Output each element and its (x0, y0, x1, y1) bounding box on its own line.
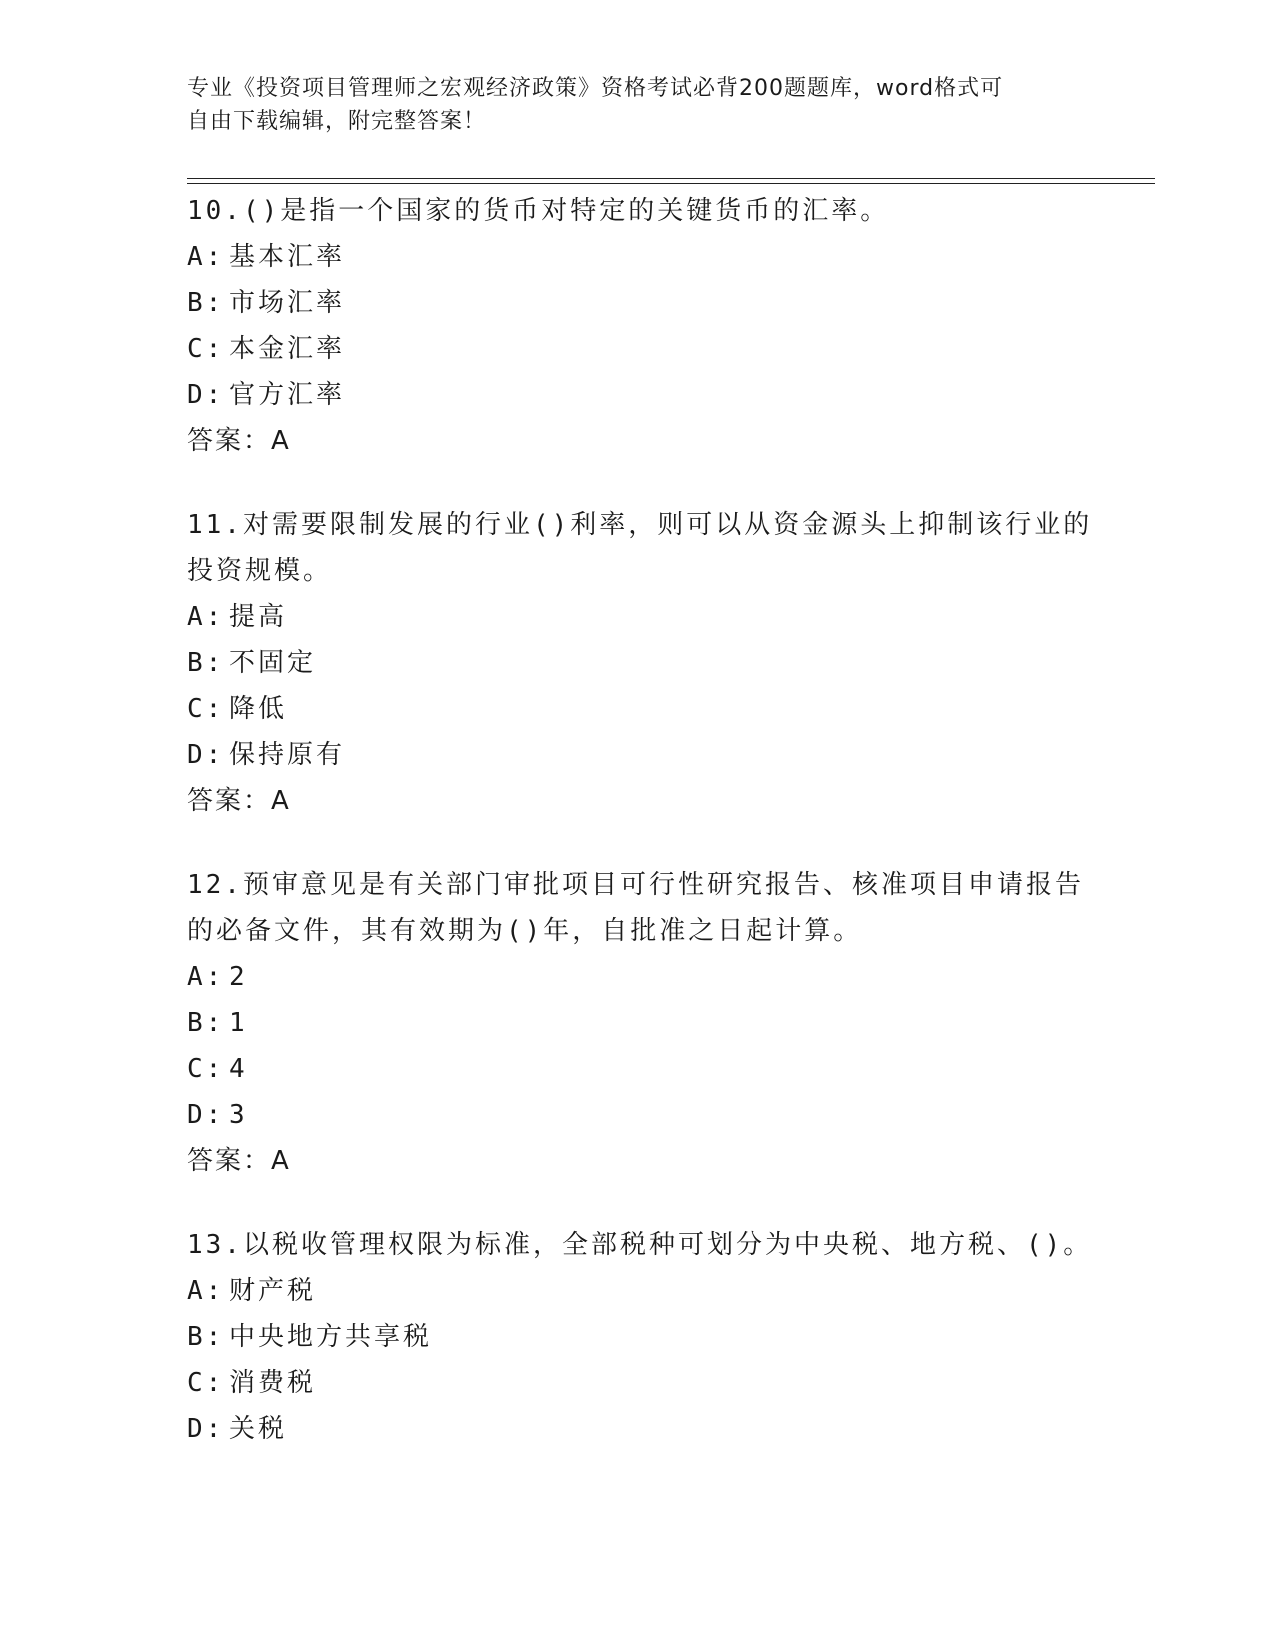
question-stem (187, 1222, 1093, 1268)
option-letter: D: (187, 740, 225, 770)
option-letter: B: (187, 1008, 225, 1038)
option-text: 关税 (229, 1414, 288, 1444)
question-stem (187, 862, 1087, 954)
answer-option (187, 280, 1087, 326)
answer-option (187, 1046, 1087, 1092)
option-text: 基本汇率 (229, 242, 346, 272)
header-divider-bottom (187, 183, 1155, 184)
question-block (187, 502, 1093, 824)
answer-option (187, 1000, 1087, 1046)
answer-option (187, 1092, 1087, 1138)
question-list (187, 188, 1093, 1452)
question-stem-line: 11.对需要限制发展的行业()利率，则可以从资金源头上抑制该行业的 (187, 510, 1093, 540)
option-text: 官方汇率 (229, 380, 346, 410)
question-block (187, 188, 1087, 464)
option-text: 消费税 (229, 1368, 317, 1398)
question-stem-line: 12.预审意见是有关部门审批项目可行性研究报告、核准项目申请报告 (187, 870, 1084, 900)
answer-option (187, 1314, 1087, 1360)
answer-option (187, 594, 1087, 640)
header-line-1: 专业《投资项目管理师之宏观经济政策》资格考试必背200题题库，word格式可 (187, 76, 1004, 101)
answer-option (187, 640, 1087, 686)
option-letter: B: (187, 288, 225, 318)
answer-option (187, 954, 1087, 1000)
option-text: 降低 (229, 694, 288, 724)
option-text: 4 (229, 1054, 248, 1084)
document-header (187, 72, 1077, 138)
question-block (187, 862, 1087, 1184)
answer-option (187, 686, 1087, 732)
answer-option (187, 732, 1087, 778)
answer-option (187, 1360, 1087, 1406)
option-letter: D: (187, 380, 225, 410)
question-block (187, 1222, 1093, 1452)
answer-key: 答案：A (187, 786, 291, 816)
option-text: 市场汇率 (229, 288, 346, 318)
question-stem-line: 13.以税收管理权限为标准，全部税种可划分为中央税、地方税、()。 (187, 1230, 1093, 1260)
option-text: 不固定 (229, 648, 317, 678)
answer-option (187, 326, 1087, 372)
option-text: 保持原有 (229, 740, 346, 770)
option-text: 3 (229, 1100, 248, 1130)
option-letter: D: (187, 1414, 225, 1444)
option-text: 中央地方共享税 (229, 1322, 433, 1352)
option-letter: C: (187, 694, 225, 724)
option-text: 提高 (229, 602, 288, 632)
option-letter: C: (187, 334, 225, 364)
question-stem (187, 502, 1093, 594)
answer-option (187, 1268, 1087, 1314)
answer-key: 答案：A (187, 426, 291, 456)
option-letter: C: (187, 1054, 225, 1084)
answer-key: 答案：A (187, 1146, 291, 1176)
option-letter: A: (187, 602, 225, 632)
option-letter: B: (187, 648, 225, 678)
header-divider-top (187, 178, 1155, 179)
question-stem-line: 10.()是指一个国家的货币对特定的关键货币的汇率。 (187, 196, 890, 226)
answer-option (187, 372, 1087, 418)
option-letter: A: (187, 242, 225, 272)
answer-option (187, 1406, 1087, 1452)
option-letter: A: (187, 962, 225, 992)
option-letter: C: (187, 1368, 225, 1398)
option-text: 本金汇率 (229, 334, 346, 364)
question-stem (187, 188, 1087, 234)
question-stem-line: 投资规模。 (187, 556, 333, 586)
option-letter: B: (187, 1322, 225, 1352)
question-stem-line: 的必备文件，其有效期为()年，自批准之日起计算。 (187, 916, 863, 946)
option-letter: D: (187, 1100, 225, 1130)
option-letter: A: (187, 1276, 225, 1306)
option-text: 1 (229, 1008, 248, 1038)
answer-option (187, 234, 1087, 280)
option-text: 2 (229, 962, 248, 992)
header-line-2: 自由下载编辑，附完整答案！ (187, 109, 487, 134)
option-text: 财产税 (229, 1276, 317, 1306)
